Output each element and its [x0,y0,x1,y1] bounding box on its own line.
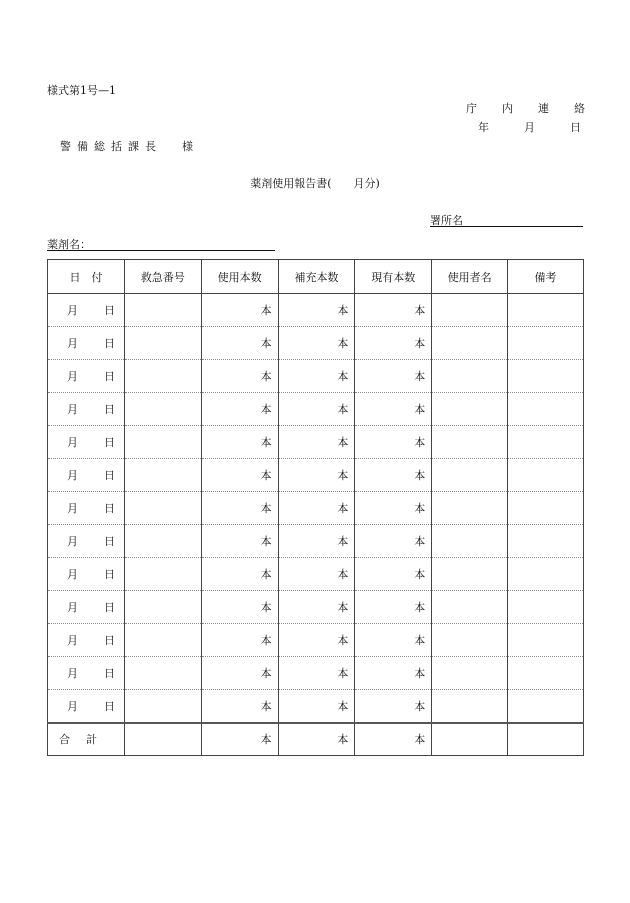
column-header-user-name: 使用者名 [432,260,508,294]
form-number: 様式第1号—1 [47,84,116,97]
supplied-count-cell[interactable]: 本 [278,294,355,327]
date-cell[interactable] [48,360,125,393]
column-header-ambulance-number: 救急番号 [124,260,201,294]
table-row [48,657,584,690]
used-count-cell[interactable]: 本 [201,360,278,393]
day-label: 日 [103,436,115,449]
supplied-count-cell[interactable]: 本 [278,393,355,426]
user-name-cell[interactable] [432,294,508,327]
used-count-cell[interactable]: 本 [201,327,278,360]
addressee-char: 括 [111,140,122,153]
date-cell[interactable] [48,492,125,525]
used-count-cell[interactable]: 本 [201,525,278,558]
total-remarks-cell[interactable] [508,723,584,756]
addressee-char: 課 [128,140,139,153]
remarks-cell[interactable] [508,492,584,525]
date-cell[interactable] [48,294,125,327]
day-label: 日 [103,337,115,350]
current-count-cell[interactable]: 本 [355,492,432,525]
liaison-char: 庁 [466,102,477,115]
ambulance-number-cell[interactable] [124,624,201,657]
date-cell[interactable] [48,393,125,426]
table-header-row [48,260,584,294]
remarks-cell[interactable] [508,690,584,723]
ambulance-number-cell[interactable] [124,294,201,327]
remarks-cell[interactable] [508,393,584,426]
day-label: 日 [103,502,115,515]
current-count-cell[interactable]: 本 [355,393,432,426]
month-label: 月 [66,403,78,416]
table-row [48,426,584,459]
used-count-cell[interactable]: 本 [201,690,278,723]
current-count-cell[interactable]: 本 [355,591,432,624]
ambulance-number-cell[interactable] [124,558,201,591]
day-label: 日 [103,370,115,383]
month-label: 月 [66,436,78,449]
month-label: 月 [66,304,78,317]
supplied-count-cell[interactable]: 本 [278,360,355,393]
date-cell[interactable] [48,657,125,690]
drug-label: 薬剤名： [47,238,91,251]
ambulance-number-cell[interactable] [124,327,201,360]
remarks-cell[interactable] [508,591,584,624]
month-label: 月 [66,601,78,614]
month-label: 月 [66,469,78,482]
user-name-cell[interactable] [432,459,508,492]
used-count-cell[interactable]: 本 [201,624,278,657]
addressee-char: 総 [94,140,105,153]
day-label: 日 [103,535,115,548]
supplied-count-cell[interactable]: 本 [278,558,355,591]
user-name-cell[interactable] [432,525,508,558]
used-count-cell[interactable]: 本 [201,657,278,690]
ambulance-number-cell[interactable] [124,360,201,393]
user-name-cell[interactable] [432,624,508,657]
supplied-count-cell[interactable]: 本 [278,624,355,657]
day-label: 日 [103,667,115,680]
current-count-cell[interactable]: 本 [355,327,432,360]
column-header-remarks: 備考 [508,260,584,294]
supplied-count-cell[interactable]: 本 [278,591,355,624]
liaison-char: 絡 [574,102,585,115]
day-label: 日 [103,601,115,614]
date-year-label: 年 [478,121,489,134]
total-supplied-cell[interactable]: 本 [278,723,355,756]
used-count-cell[interactable]: 本 [201,393,278,426]
liaison-char: 連 [538,102,549,115]
table-row [48,492,584,525]
column-header-supplied-count: 補充本数 [278,260,355,294]
total-label: 合計 [48,723,125,756]
date-day-label: 日 [570,121,581,134]
addressee-char: 警 [60,140,71,153]
addressee-title [60,140,162,153]
used-count-cell[interactable]: 本 [201,558,278,591]
date-cell[interactable] [48,525,125,558]
table-row [48,690,584,723]
date-line [478,119,581,135]
remarks-cell[interactable] [508,624,584,657]
user-name-cell[interactable] [432,327,508,360]
remarks-cell[interactable] [508,294,584,327]
ambulance-number-cell[interactable] [124,459,201,492]
liaison-char: 内 [502,102,513,115]
report-table [47,259,584,756]
ambulance-number-cell[interactable] [124,690,201,723]
month-label: 月 [66,535,78,548]
date-cell[interactable] [48,690,125,723]
total-used-cell[interactable]: 本 [201,723,278,756]
month-label: 月 [66,370,78,383]
table-row [48,558,584,591]
table-row [48,591,584,624]
total-row [48,723,584,756]
remarks-cell[interactable] [508,426,584,459]
remarks-cell[interactable] [508,327,584,360]
ambulance-number-cell[interactable] [124,525,201,558]
ambulance-number-cell[interactable] [124,492,201,525]
internal-liaison-label [466,100,585,116]
month-label: 月 [66,634,78,647]
day-label: 日 [103,403,115,416]
station-field[interactable] [430,212,583,227]
month-label: 月 [66,699,78,713]
current-count-cell[interactable]: 本 [355,294,432,327]
supplied-count-cell[interactable]: 本 [278,327,355,360]
current-count-cell[interactable]: 本 [355,360,432,393]
user-name-cell[interactable] [432,393,508,426]
ambulance-number-cell[interactable] [124,657,201,690]
remarks-cell[interactable] [508,525,584,558]
day-label: 日 [103,469,115,482]
addressee-char: 長 [145,140,156,153]
date-cell[interactable] [48,591,125,624]
day-label: 日 [103,568,115,581]
document-title: 薬剤使用報告書( 月分) [250,177,380,190]
total-ambulance-cell[interactable] [124,723,201,756]
remarks-cell[interactable] [508,657,584,690]
table-row [48,294,584,327]
ambulance-number-cell[interactable] [124,591,201,624]
table-row [48,624,584,657]
current-count-cell[interactable]: 本 [355,525,432,558]
user-name-cell[interactable] [432,657,508,690]
user-name-cell[interactable] [432,492,508,525]
user-name-cell[interactable] [432,591,508,624]
honorific: 様 [182,140,193,153]
remarks-cell[interactable] [508,360,584,393]
date-cell[interactable] [48,426,125,459]
column-header-current-count: 現有本数 [355,260,432,294]
supplied-count-cell[interactable]: 本 [278,492,355,525]
station-label: 署所名 [430,214,463,227]
table-row [48,327,584,360]
month-label: 月 [66,502,78,515]
table-row [48,459,584,492]
date-cell[interactable] [48,558,125,591]
used-count-cell[interactable]: 本 [201,294,278,327]
total-current-cell[interactable]: 本 [355,723,432,756]
supplied-count-cell[interactable]: 本 [278,525,355,558]
supplied-count-cell[interactable]: 本 [278,426,355,459]
current-count-cell[interactable]: 本 [355,690,432,723]
used-count-cell[interactable]: 本 [201,492,278,525]
current-count-cell[interactable]: 本 [355,657,432,690]
remarks-cell[interactable] [508,558,584,591]
day-label: 日 [103,304,115,317]
column-header-used-count: 使用本数 [201,260,278,294]
drug-name-field[interactable] [47,236,275,251]
date-month-label: 月 [524,121,535,134]
current-count-cell[interactable]: 本 [355,426,432,459]
table-row [48,525,584,558]
date-cell[interactable] [48,459,125,492]
user-name-cell[interactable] [432,690,508,723]
used-count-cell[interactable]: 本 [201,459,278,492]
user-name-cell[interactable] [432,558,508,591]
used-count-cell[interactable]: 本 [201,591,278,624]
remarks-cell[interactable] [508,459,584,492]
ambulance-number-cell[interactable] [124,426,201,459]
date-cell[interactable] [48,624,125,657]
table-row [48,360,584,393]
month-label: 月 [66,337,78,350]
day-label: 日 [103,699,115,713]
month-label: 月 [66,568,78,581]
addressee [60,138,193,154]
used-count-cell[interactable]: 本 [201,426,278,459]
supplied-count-cell[interactable]: 本 [278,690,355,723]
addressee-char: 備 [77,140,88,153]
supplied-count-cell[interactable]: 本 [278,459,355,492]
user-name-cell[interactable] [432,426,508,459]
ambulance-number-cell[interactable] [124,393,201,426]
current-count-cell[interactable]: 本 [355,624,432,657]
current-count-cell[interactable]: 本 [355,558,432,591]
current-count-cell[interactable]: 本 [355,459,432,492]
day-label: 日 [103,634,115,647]
total-user-cell[interactable] [432,723,508,756]
column-header-date: 日 付 [48,260,125,294]
month-label: 月 [66,667,78,680]
user-name-cell[interactable] [432,360,508,393]
table-row [48,393,584,426]
supplied-count-cell[interactable]: 本 [278,657,355,690]
date-cell[interactable] [48,327,125,360]
